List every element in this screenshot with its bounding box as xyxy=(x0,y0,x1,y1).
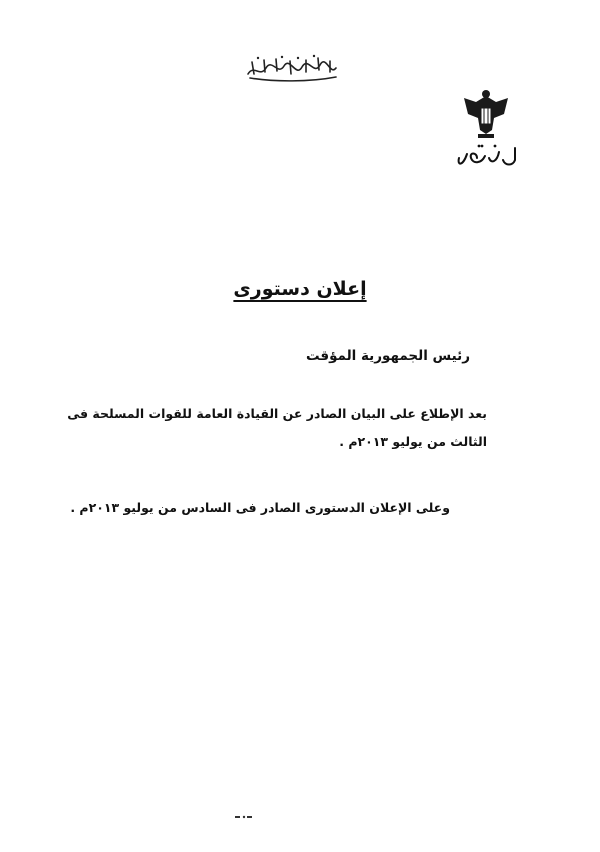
basmala-calligraphy-icon xyxy=(244,52,340,84)
document-title: إعلان دستورى xyxy=(233,278,367,300)
eagle-emblem-icon xyxy=(458,88,514,140)
page-mark-icon xyxy=(234,806,254,814)
paragraph-2: وعلى الإعلان الدستورى الصادر فى السادس من يوليو ٢٠١٣م . xyxy=(70,500,450,515)
paragraph-1-line-2: الثالث من يوليو ٢٠١٣م . xyxy=(339,434,487,449)
president-signature xyxy=(455,140,520,174)
paragraph-1-line-1: بعد الإطلاع على البيان الصادر عن القيادة العامة للقوات المسلحة فى xyxy=(67,406,487,421)
document-subtitle: رئيس الجمهورية المؤقت xyxy=(305,348,470,364)
